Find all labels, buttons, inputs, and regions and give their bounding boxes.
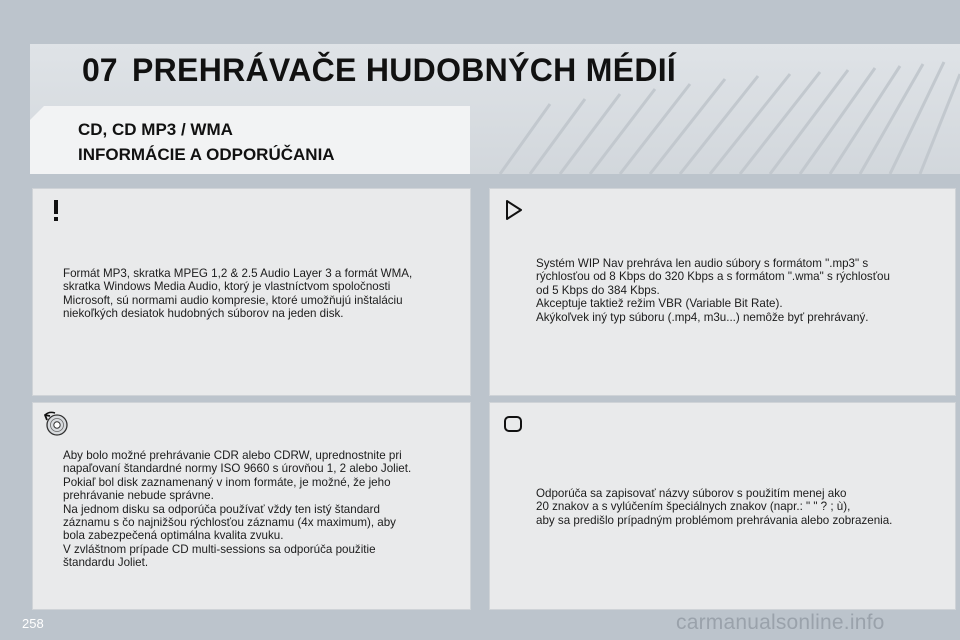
rounded-square-icon: [500, 411, 526, 437]
info-panel-file-names: [489, 402, 956, 610]
page-number: 258: [22, 616, 44, 631]
play-triangle-icon: [500, 197, 526, 223]
panel-text: Odporúča sa zapisovať názvy súborov s použitím menej ako 20 znakov a s vylúčením špeciálnych znakov (napr.: " " ? ; ù), aby sa predišlo prípadným problémom prehrávania alebo zobrazenia.: [536, 487, 893, 527]
section-heading: INFORMÁCIE A ODPORÚČANIA: [78, 145, 335, 164]
exclamation-icon: [43, 197, 69, 223]
info-panel-cd-burning: [32, 402, 471, 610]
chapter-number: 07: [82, 52, 118, 88]
section-subtitle: CD, CD MP3 / WMA: [78, 120, 233, 139]
disc-icon: [43, 411, 69, 437]
info-panel-supported-formats: [489, 188, 956, 396]
panel-text: Systém WIP Nav prehráva len audio súbory s formátom ".mp3" s rýchlosťou od 8 Kbps do 320 Kbps a s formátom ".wma" s rýchlosťou od 5 Kbps do 384 Kbps. Akceptuje taktiež režim VBR (Variable Bit Rate). Akýkoľvek iný typ súboru (.mp4, m3u...) nemôže byť prehrávaný.: [536, 257, 890, 324]
page-title: PREHRÁVAČE HUDOBNÝCH MÉDIÍ: [132, 52, 677, 88]
panel-text: Aby bolo možné prehrávanie CDR alebo CDRW, uprednostnite pri napaľovaní štandardné normy ISO 9660 s úrovňou 1, 2 alebo Joliet. Pokiaľ bol disk zaznamenaný v inom formáte, je možné, že jeho prehrávanie nebude správne. Na jednom disku sa odporúča používať vždy ten istý štandard záznamu s čo najnižšou rýchlosťou záznamu (4x maximum), aby bola zabezpečená optimálna kvalita zvuku. V zvláštnom prípade CD multi-sessions sa odporúča použitie štandardu Joliet.: [63, 449, 412, 570]
info-panel-mp3-wma: [32, 188, 471, 396]
watermark: carmanualsonline.info: [676, 611, 885, 634]
panel-text: Formát MP3, skratka MPEG 1,2 & 2.5 Audio Layer 3 a formát WMA, skratka Windows Media Audio, ktorý je vlastníctvom spoločnosti Microsoft, sú normami audio kompresie, ktoré umožňujú inštaláciu niekoľkých desiatok hudobných súborov na jeden disk.: [63, 267, 413, 321]
